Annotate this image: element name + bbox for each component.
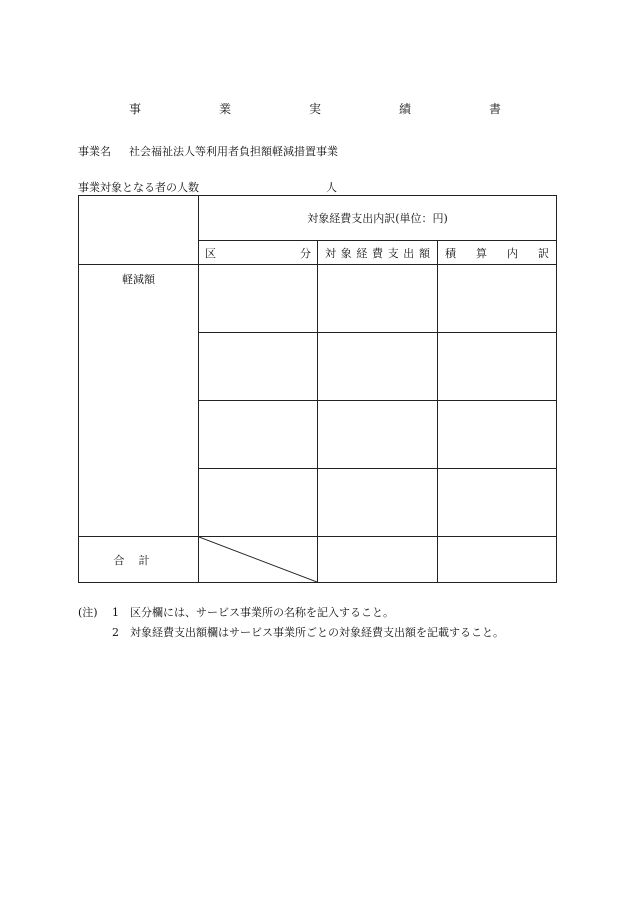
calc-cell bbox=[438, 265, 557, 333]
title-char: 事 bbox=[128, 102, 141, 116]
reduction-label: 軽減額 bbox=[79, 265, 199, 537]
amount-header-char: 支 bbox=[387, 246, 399, 260]
breakdown-header: 対象経費支出内訳(単位：円) bbox=[199, 196, 557, 241]
project-name-line bbox=[78, 143, 338, 159]
diagonal-strike bbox=[199, 537, 317, 582]
calc-header-char: 内 bbox=[507, 246, 518, 260]
calc-cell bbox=[438, 333, 557, 401]
kubun-char-left: 区 bbox=[205, 247, 216, 260]
note-tag: (注) bbox=[78, 606, 98, 619]
notes bbox=[78, 603, 504, 643]
title-char: 績 bbox=[398, 102, 411, 116]
kubun-cell bbox=[199, 469, 318, 537]
total-kubun-cell bbox=[199, 537, 318, 583]
total-char: 計 bbox=[138, 553, 164, 567]
total-calc-cell bbox=[438, 537, 557, 583]
amount-header-char: 額 bbox=[418, 246, 430, 260]
note-row bbox=[78, 623, 504, 643]
title-char: 書 bbox=[488, 102, 501, 116]
kubun-cell bbox=[199, 265, 318, 333]
col-amount-header bbox=[318, 241, 438, 265]
kubun-cell bbox=[199, 333, 318, 401]
calc-header-char: 算 bbox=[476, 246, 487, 260]
amount-cell bbox=[318, 401, 438, 469]
amount-header-char: 対 bbox=[325, 246, 336, 260]
project-value: 社会福祉法人等利用者負担額軽減措置事業 bbox=[129, 145, 338, 158]
title-char: 業 bbox=[218, 102, 231, 116]
total-amount-cell bbox=[318, 537, 438, 583]
calc-cell bbox=[438, 401, 557, 469]
persons-line bbox=[78, 179, 378, 195]
total-char: 合 bbox=[113, 553, 139, 567]
kubun-char-right: 分 bbox=[300, 247, 311, 260]
calc-header-char: 訳 bbox=[538, 246, 549, 260]
amount-cell bbox=[318, 469, 438, 537]
persons-unit: 人 bbox=[326, 181, 337, 194]
title-char: 実 bbox=[308, 102, 321, 116]
document-title bbox=[0, 100, 630, 117]
note-text: 区分欄には、サービス事業所の名称を記入すること。 bbox=[130, 606, 394, 619]
col-calc-header bbox=[438, 241, 557, 265]
project-label: 事業名 bbox=[78, 145, 111, 158]
calc-cell bbox=[438, 469, 557, 537]
total-label bbox=[79, 537, 199, 583]
note-text: 対象経費支出額欄はサービス事業所ごとの対象経費支出額を記載すること。 bbox=[130, 626, 504, 639]
persons-label: 事業対象となる者の人数 bbox=[78, 181, 199, 194]
note-number: 2 bbox=[112, 626, 119, 639]
note-number: 1 bbox=[112, 606, 119, 619]
amount-cell bbox=[318, 265, 438, 333]
amount-cell bbox=[318, 333, 438, 401]
corner-cell bbox=[79, 196, 199, 265]
note-row bbox=[78, 603, 504, 623]
amount-header-char: 象 bbox=[340, 246, 352, 260]
amount-header-char: 出 bbox=[403, 246, 415, 260]
expense-table bbox=[78, 195, 557, 583]
kubun-cell bbox=[199, 401, 318, 469]
amount-header-char: 経 bbox=[356, 246, 368, 260]
col-kubun-header bbox=[199, 241, 318, 265]
calc-header-char: 積 bbox=[445, 246, 456, 260]
amount-header-char: 費 bbox=[371, 246, 383, 260]
